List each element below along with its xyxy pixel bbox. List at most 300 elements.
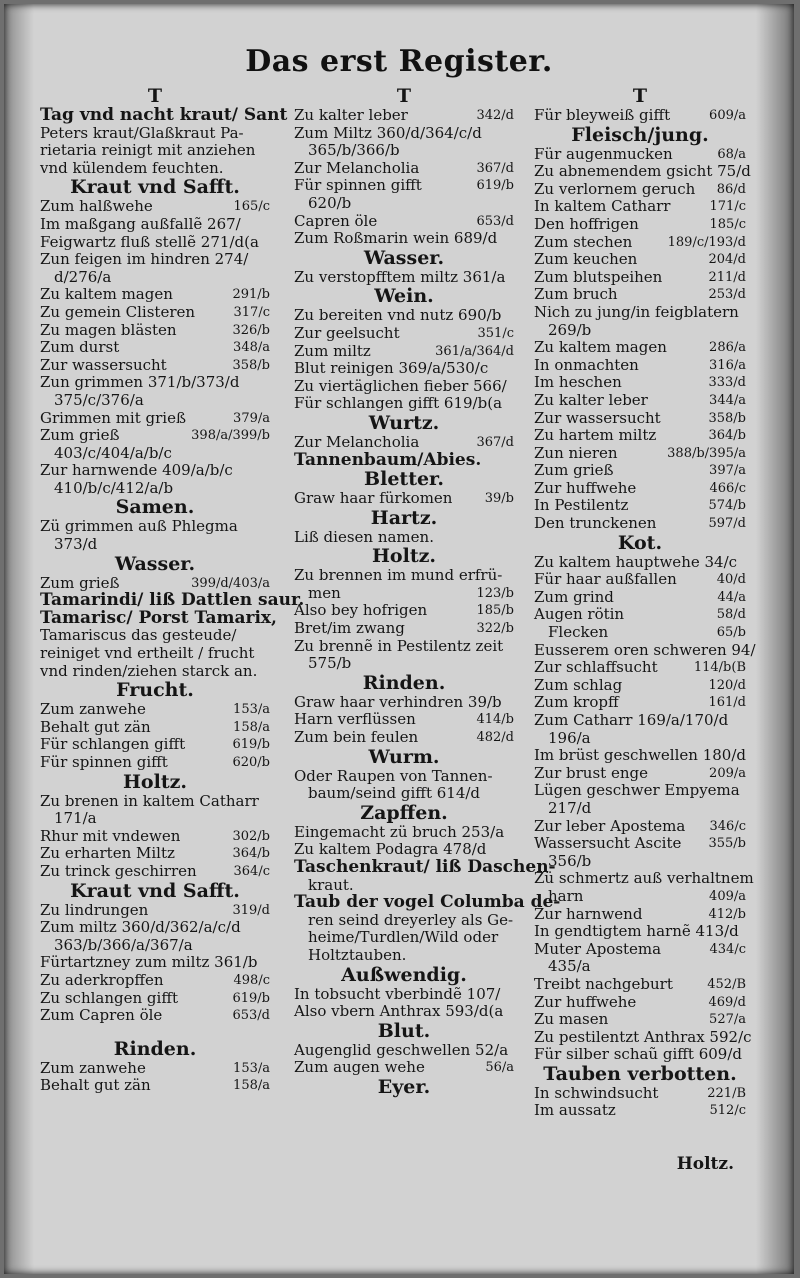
entry-text: Für augenmucken bbox=[534, 144, 673, 163]
index-entry bbox=[534, 107, 746, 125]
index-entry bbox=[534, 392, 746, 410]
index-column-left bbox=[40, 85, 305, 1095]
entry-text: Bret/im zwang bbox=[294, 619, 405, 638]
entry-text: Zum Roßmarin wein 689/d bbox=[294, 229, 498, 248]
entry-text: Zum zanwehe bbox=[40, 700, 146, 719]
entry-text: men bbox=[308, 583, 341, 602]
index-entry bbox=[40, 972, 270, 990]
gutter-shadow bbox=[4, 4, 34, 1274]
index-entry bbox=[40, 198, 270, 216]
entry-text: Grimmen mit grieß bbox=[40, 408, 186, 427]
index-entry bbox=[534, 782, 746, 800]
index-entry bbox=[534, 251, 746, 269]
section-heading bbox=[294, 747, 514, 768]
entry-reference: 65/b bbox=[716, 625, 746, 641]
entry-text: Tamarisc/ Porst Tamarix, bbox=[40, 607, 277, 628]
entry-text: Zu verstopfftem miltz 361/a bbox=[294, 267, 506, 286]
index-entry bbox=[40, 269, 270, 287]
entry-text: Wasser. bbox=[114, 552, 196, 575]
entry-text: Eusserem oren schweren 94/ bbox=[534, 640, 756, 659]
index-entry bbox=[534, 888, 746, 906]
section-heading bbox=[40, 554, 270, 575]
entry-reference: 58/d bbox=[716, 607, 746, 623]
section-heading bbox=[534, 533, 746, 554]
entry-reference: 367/d bbox=[476, 160, 514, 176]
entry-text: Für spinnen gifft bbox=[294, 176, 422, 195]
entry-text: Zu erharten Miltz bbox=[40, 844, 175, 863]
index-entry bbox=[40, 719, 270, 737]
entry-reference: 466/c bbox=[709, 480, 746, 496]
entry-reference: 469/d bbox=[708, 994, 746, 1010]
entry-text: Nich zu jung/in feigblatern bbox=[534, 302, 739, 321]
section-heading bbox=[294, 286, 514, 307]
index-entry bbox=[40, 234, 270, 252]
index-entry bbox=[534, 835, 746, 853]
index-entry bbox=[40, 125, 270, 143]
section-heading bbox=[40, 680, 270, 701]
index-entry bbox=[40, 954, 270, 972]
entry-text: Zur wassersucht bbox=[40, 355, 167, 374]
index-entry bbox=[40, 445, 270, 463]
index-entry bbox=[534, 818, 746, 836]
entry-reference: 165/c bbox=[233, 199, 270, 215]
entry-text: Zur Melancholia bbox=[294, 158, 420, 177]
index-entry bbox=[40, 937, 270, 955]
entry-text: Zum grieß bbox=[534, 461, 614, 480]
index-entry bbox=[294, 213, 514, 231]
entry-text: Also bey hofrigen bbox=[294, 601, 428, 620]
entry-text: Zu kaltem magen bbox=[40, 285, 173, 304]
entry-text: Muter Apostema bbox=[534, 939, 662, 958]
entry-reference: 351/c bbox=[477, 325, 514, 341]
index-entry bbox=[534, 958, 746, 976]
entry-text: Tannenbaum/Abies. bbox=[294, 449, 482, 470]
entry-reference: 86/d bbox=[716, 181, 746, 197]
entry-text: Graw haar fürkomen bbox=[294, 489, 453, 508]
index-entry bbox=[294, 1042, 514, 1060]
index-entry bbox=[534, 146, 746, 164]
index-entry bbox=[534, 694, 746, 712]
entry-text: Zu trinck geschirren bbox=[40, 861, 197, 880]
index-entry bbox=[534, 659, 746, 677]
index-entry bbox=[534, 712, 746, 730]
entry-text: Eingemacht zü bruch 253/a bbox=[294, 822, 505, 841]
entry-text: Im aussatz bbox=[534, 1101, 616, 1120]
entry-reference: 56/a bbox=[485, 1060, 514, 1076]
entry-text: Zur huffwehe bbox=[534, 992, 637, 1011]
entry-text: Rhur mit vndewen bbox=[40, 826, 181, 845]
entry-text: 356/b bbox=[548, 851, 592, 870]
entry-text: Zu kalter leber bbox=[294, 106, 408, 124]
index-entry bbox=[294, 585, 514, 603]
entry-reference: 209/a bbox=[709, 765, 746, 781]
entry-text: T bbox=[632, 85, 648, 107]
index-entry bbox=[40, 304, 270, 322]
entry-text: Zum miltz bbox=[294, 341, 371, 360]
entry-text: Zur Melancholia bbox=[294, 432, 420, 451]
index-entry bbox=[534, 554, 746, 572]
entry-text: T bbox=[396, 85, 412, 107]
entry-text: 410/b/c/412/a/b bbox=[54, 478, 174, 497]
entry-text: 403/c/404/a/b/c bbox=[54, 443, 172, 462]
section-heading bbox=[294, 508, 514, 529]
entry-text: Zur brust enge bbox=[534, 763, 648, 782]
entry-text: Treibt nachgeburt bbox=[534, 974, 673, 993]
index-entry bbox=[534, 427, 746, 445]
entry-text: Harn verflüssen bbox=[294, 710, 416, 729]
entry-reference: 286/a bbox=[709, 340, 746, 356]
entry-text: ren seind dreyerley als Ge- bbox=[308, 910, 514, 929]
index-entry bbox=[294, 378, 514, 396]
entry-reference: 364/b bbox=[708, 428, 746, 444]
entry-text: Kraut vnd Safft. bbox=[70, 176, 240, 199]
index-entry bbox=[294, 947, 514, 965]
index-entry bbox=[294, 824, 514, 842]
section-heading bbox=[40, 177, 270, 198]
entry-text: Zu kaltem Podagra 478/d bbox=[294, 840, 487, 859]
index-column-right bbox=[534, 85, 756, 1120]
entry-text: Holtz. bbox=[122, 770, 188, 793]
entry-text: Zu brennẽ in Pestilentz zeit bbox=[294, 636, 504, 655]
index-entry bbox=[534, 216, 746, 234]
index-entry bbox=[294, 711, 514, 729]
entry-text: Fürtartzney zum miltz 361/b bbox=[40, 953, 258, 972]
entry-text: Samen. bbox=[115, 496, 195, 519]
entry-text: Für haar außfallen bbox=[534, 570, 677, 589]
index-entry bbox=[40, 142, 270, 160]
entry-reference: 358/b bbox=[708, 410, 746, 426]
index-entry bbox=[40, 793, 270, 811]
entry-reference: 153/a bbox=[233, 702, 270, 718]
index-entry bbox=[294, 142, 514, 160]
index-entry bbox=[534, 606, 746, 624]
index-entry bbox=[40, 1007, 270, 1025]
entry-text: Zur huffwehe bbox=[534, 478, 637, 497]
entry-reference: 653/d bbox=[232, 1008, 270, 1024]
index-entry bbox=[534, 640, 756, 660]
index-entry bbox=[40, 701, 270, 719]
index-entry bbox=[40, 645, 270, 663]
index-entry bbox=[294, 307, 514, 325]
section-heading bbox=[534, 86, 746, 107]
entry-reference: 346/c bbox=[709, 818, 746, 834]
entry-text: Den trunckenen bbox=[534, 514, 657, 533]
index-entry bbox=[294, 1003, 514, 1021]
index-entry bbox=[40, 754, 270, 772]
index-entry bbox=[534, 269, 746, 287]
index-entry bbox=[40, 322, 270, 340]
entry-text: Zum Capren öle bbox=[40, 1006, 163, 1025]
index-entry bbox=[40, 160, 270, 178]
index-entry bbox=[40, 216, 270, 234]
entry-reference: 302/b bbox=[232, 828, 270, 844]
entry-text: Zu brennen im mund erfrü- bbox=[294, 566, 503, 585]
index-entry bbox=[294, 360, 514, 378]
index-entry bbox=[40, 480, 270, 498]
index-entry bbox=[534, 853, 746, 871]
entry-reference: 355/b bbox=[708, 836, 746, 852]
entry-text: Behalt gut zän bbox=[40, 717, 151, 736]
entry-text: Taub der vogel Columba de- bbox=[294, 892, 561, 913]
entry-text: Behalt gut zän bbox=[40, 1076, 151, 1095]
entry-reference: 171/c bbox=[709, 199, 746, 215]
index-entry bbox=[40, 339, 270, 357]
entry-text: Blut. bbox=[377, 1019, 431, 1042]
index-entry bbox=[294, 343, 514, 361]
entry-text: In kaltem Catharr bbox=[534, 197, 671, 216]
index-entry bbox=[534, 515, 746, 533]
index-entry bbox=[40, 251, 270, 269]
entry-text: Zum zanwehe bbox=[40, 1058, 146, 1077]
index-entry bbox=[40, 845, 270, 863]
index-entry bbox=[534, 1011, 746, 1029]
entry-reference: 364/b bbox=[232, 846, 270, 862]
entry-reference: 609/a bbox=[709, 108, 746, 123]
index-entry bbox=[534, 1102, 746, 1120]
entry-reference: 409/a bbox=[709, 888, 746, 904]
entry-text: Zum schlag bbox=[534, 675, 623, 694]
entry-text: Holtztauben. bbox=[308, 945, 407, 964]
section-heading bbox=[40, 86, 270, 107]
index-entry bbox=[534, 624, 746, 642]
index-entry bbox=[534, 747, 746, 765]
entry-reference: 619/b bbox=[232, 737, 270, 753]
entry-text: Capren öle bbox=[294, 211, 378, 230]
index-entry bbox=[534, 497, 746, 515]
index-entry bbox=[294, 269, 514, 287]
entry-text: Augen rötin bbox=[534, 605, 625, 624]
entry-text: Zu hartem miltz bbox=[534, 426, 657, 445]
entry-reference: 344/a bbox=[709, 392, 746, 408]
entry-reference: 189/c/193/d bbox=[667, 234, 746, 250]
index-entry bbox=[534, 234, 746, 252]
entry-text: Zum blutspeihen bbox=[534, 267, 663, 286]
entry-reference: 619/b bbox=[232, 990, 270, 1006]
index-entry bbox=[40, 286, 270, 304]
entry-reference: 316/a bbox=[709, 357, 746, 373]
index-entry bbox=[294, 785, 514, 803]
section-heading bbox=[534, 125, 746, 146]
entry-text: Zum bein feulen bbox=[294, 728, 419, 747]
index-entry bbox=[40, 736, 270, 754]
entry-reference: 412/b bbox=[708, 906, 746, 922]
entry-reference: 120/d bbox=[708, 677, 746, 693]
entry-text: Zur leber Apostema bbox=[534, 816, 686, 835]
entry-text: Zum miltz 360/d/362/a/c/d bbox=[40, 918, 241, 937]
entry-text: Lügen geschwer Empyema bbox=[534, 781, 740, 800]
entry-text: Rinden. bbox=[113, 1037, 197, 1060]
index-entry bbox=[534, 304, 746, 322]
entry-text: Zu schlangen gifft bbox=[40, 988, 179, 1007]
entry-text: Frucht. bbox=[116, 679, 194, 702]
entry-text: Zum grieß bbox=[40, 426, 120, 445]
entry-reference: 498/c bbox=[233, 972, 270, 988]
section-heading bbox=[294, 803, 514, 824]
index-entry bbox=[40, 536, 270, 554]
entry-reference: 527/a bbox=[709, 1012, 746, 1028]
index-entry bbox=[294, 490, 514, 508]
entry-text: Zu kaltem hauptwehe 34/c bbox=[534, 552, 738, 571]
entry-text: In gendtigtem harnẽ 413/d bbox=[534, 922, 739, 941]
entry-text: Bletter. bbox=[364, 468, 444, 491]
entry-text: Feigwartz fluß stellẽ 271/d(a bbox=[40, 232, 259, 251]
index-entry bbox=[294, 325, 514, 343]
entry-text: Liß diesen namen. bbox=[294, 527, 434, 546]
entry-text: Hartz. bbox=[370, 506, 438, 529]
entry-text: Zur harnwende 409/a/b/c bbox=[40, 461, 233, 480]
entry-text: Zur wassersucht bbox=[534, 408, 661, 427]
entry-text: Zu verlornem geruch bbox=[534, 179, 696, 198]
entry-text: Graw haar verhindren 39/b bbox=[294, 692, 502, 711]
index-entry bbox=[534, 976, 746, 994]
entry-text: Zu lindrungen bbox=[40, 900, 149, 919]
index-entry bbox=[294, 729, 514, 747]
entry-text: Eyer. bbox=[377, 1075, 431, 1098]
entry-text: vnd rinden/ziehen starck an. bbox=[40, 661, 258, 680]
entry-reference: 653/d bbox=[476, 213, 514, 229]
index-entry bbox=[534, 374, 746, 392]
entry-text: Zu pestilentzt Anthrax 592/c bbox=[534, 1027, 752, 1046]
entry-text: Zun grimmen 371/b/373/d bbox=[40, 373, 240, 392]
entry-text: Blut reinigen 369/a/530/c bbox=[294, 359, 489, 378]
entry-text: Zum Catharr 169/a/170/d bbox=[534, 711, 729, 729]
lemma-heading bbox=[40, 607, 277, 628]
entry-reference: 512/c bbox=[709, 1103, 746, 1119]
entry-text: Zur schlaffsucht bbox=[534, 658, 658, 677]
index-entry bbox=[534, 357, 746, 375]
entry-text: Tamarindi/ liß Dattlen saur. bbox=[40, 590, 305, 611]
entry-text: 217/d bbox=[548, 798, 592, 817]
index-entry bbox=[534, 480, 746, 498]
entry-text: 363/b/366/a/367/a bbox=[54, 935, 193, 954]
entry-reference: 348/a bbox=[233, 340, 270, 356]
catchword: Holtz. bbox=[676, 1154, 734, 1174]
index-entry bbox=[534, 322, 746, 340]
index-entry bbox=[40, 392, 270, 410]
entry-text: Für bleyweiß gifft bbox=[534, 106, 671, 124]
entry-text: Zum bruch bbox=[534, 285, 618, 304]
index-entry bbox=[40, 462, 270, 480]
index-entry bbox=[294, 195, 514, 213]
index-entry bbox=[40, 828, 270, 846]
entry-reference: 620/b bbox=[232, 755, 270, 770]
index-entry bbox=[534, 571, 746, 589]
entry-text: 196/a bbox=[548, 728, 591, 747]
entry-reference: 158/a bbox=[233, 719, 270, 735]
entry-text: Flecken bbox=[548, 623, 609, 642]
section-heading bbox=[294, 469, 514, 490]
entry-text: Zum kropff bbox=[534, 693, 619, 712]
entry-text: Zum stechen bbox=[534, 232, 633, 251]
lemma-heading bbox=[40, 105, 288, 125]
index-entry bbox=[40, 863, 270, 881]
entry-reference: 253/d bbox=[708, 287, 746, 303]
entry-text: Zu brenen in kaltem Catharr bbox=[40, 791, 259, 810]
entry-text: Zü grimmen auß Phlegma bbox=[40, 517, 238, 536]
section-heading bbox=[40, 497, 270, 518]
index-entry bbox=[534, 462, 746, 480]
entry-reference: 398/a/399/b bbox=[191, 428, 270, 444]
entry-reference: 367/d bbox=[476, 434, 514, 450]
section-heading bbox=[40, 1039, 270, 1060]
entry-text: Wein. bbox=[374, 285, 434, 308]
entry-reference: 379/a bbox=[233, 410, 270, 426]
entry-reference: 221/B bbox=[707, 1085, 746, 1101]
index-entry bbox=[40, 663, 270, 681]
index-entry bbox=[294, 434, 514, 452]
entry-reference: 114/b(B bbox=[693, 660, 746, 676]
entry-reference: 153/a bbox=[233, 1060, 270, 1076]
entry-text: Zum Miltz 360/d/364/c/d bbox=[294, 123, 482, 142]
entry-reference: 364/c bbox=[233, 863, 270, 879]
index-entry bbox=[294, 694, 514, 712]
index-entry bbox=[294, 638, 514, 656]
index-entry bbox=[294, 602, 514, 620]
entry-reference: 574/b bbox=[708, 498, 746, 514]
entry-reference: 211/d bbox=[708, 269, 746, 285]
entry-text: Für schlangen gifft bbox=[40, 735, 186, 754]
entry-text: Den hoffrigen bbox=[534, 214, 639, 233]
index-entry bbox=[534, 445, 746, 463]
entry-text: Zum durst bbox=[40, 338, 120, 357]
entry-text: Also vbern Anthrax 593/d(a bbox=[294, 1002, 504, 1021]
index-entry bbox=[294, 929, 514, 947]
lemma-heading bbox=[294, 449, 514, 470]
entry-text: Zu gemein Clisteren bbox=[40, 302, 196, 321]
entry-reference: 482/d bbox=[476, 730, 514, 746]
entry-text: 575/b bbox=[308, 654, 352, 673]
entry-text: Tamariscus das gesteude/ bbox=[40, 626, 237, 645]
entry-text: Zu magen blästen bbox=[40, 320, 177, 339]
entry-text: baum/seind gifft 614/d bbox=[308, 784, 481, 803]
section-heading bbox=[40, 772, 270, 793]
entry-text: Holtz. bbox=[371, 545, 437, 568]
entry-text: 269/b bbox=[548, 320, 592, 339]
index-entry bbox=[534, 765, 746, 783]
entry-text: Zun feigen im hindren 274/ bbox=[40, 250, 249, 269]
index-entry bbox=[40, 627, 270, 645]
register-page bbox=[4, 4, 794, 1274]
entry-text: 375/c/376/a bbox=[54, 390, 144, 409]
entry-reference: 123/b bbox=[476, 585, 514, 601]
entry-text: Zu viertäglichen fieber 566/ bbox=[294, 376, 507, 395]
index-entry bbox=[534, 869, 754, 888]
index-entry bbox=[294, 529, 514, 547]
entry-text: Zapffen. bbox=[360, 801, 448, 824]
entry-reference: 434/c bbox=[709, 941, 746, 957]
entry-reference: 161/d bbox=[708, 695, 746, 711]
index-entry bbox=[534, 730, 746, 748]
entry-text: rietaria reinigt mit anziehen bbox=[40, 141, 256, 160]
index-entry bbox=[534, 994, 746, 1012]
entry-text: In onmachten bbox=[534, 355, 639, 374]
entry-text: Zu bereiten vnd nutz 690/b bbox=[294, 306, 502, 325]
index-entry bbox=[40, 1077, 270, 1095]
entry-text: Zum grieß bbox=[40, 573, 120, 592]
entry-text: 373/d bbox=[54, 535, 98, 554]
entry-text: Augenglid geschwellen 52/a bbox=[294, 1040, 509, 1059]
entry-text: Im brüst geschwellen 180/d bbox=[534, 746, 746, 765]
entry-text: Zun nieren bbox=[534, 443, 618, 462]
index-entry bbox=[294, 620, 514, 638]
index-entry bbox=[534, 906, 746, 924]
entry-text: 620/b bbox=[308, 193, 352, 212]
lemma-heading bbox=[294, 857, 556, 877]
entry-reference: 399/d/403/a bbox=[191, 575, 270, 591]
entry-reference: 619/b bbox=[476, 178, 514, 194]
entry-text: Im heschen bbox=[534, 373, 622, 392]
index-entry bbox=[534, 162, 751, 181]
